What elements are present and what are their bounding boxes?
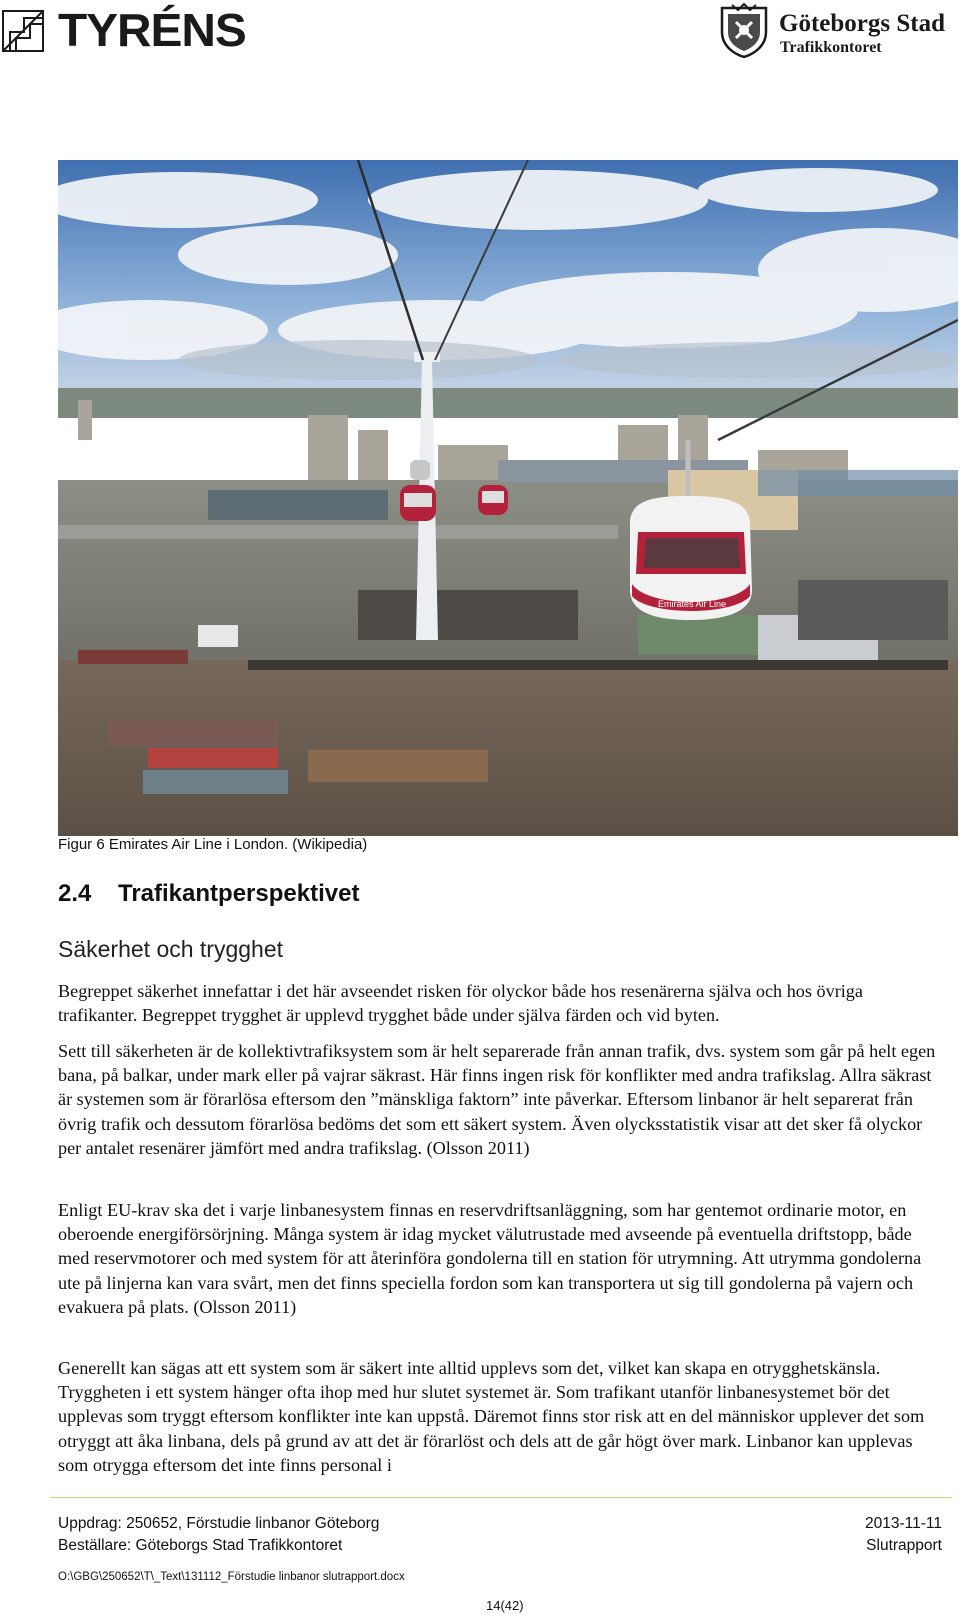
section-heading — [58, 880, 359, 908]
paragraph-text: Generellt kan sägas att ett system som är säkert inte alltid upplevs som det, vilket kan skapa en otrygghetskänsla. Tryggheten i ett system hänger ofta ihop med hur slutet systemet är. Som trafikant utanför linbanesystemet bör det upplevas som tryggt eftersom konflikter inte kan uppstå. Däremot finns stor risk att en del människor upplever det som otryggt att åka linbana, dels på grund av att det är förarlöst och dels att de går högt över mark. Linbanor kan upplevas som otrygga eftersom det inte finns personal i — [58, 1358, 925, 1475]
paragraph-text: Sett till säkerheten är de kollektivtrafiksystem som är helt separerade från annan trafik, dvs. system som går på helt egen bana, på balkar, under mark eller på vajrar säkrast. Här finns ingen risk för konflikter med andra trafikslag. Allra säkrast är systemen som är förarlösa eftersom den ”mänskliga faktorn” inte påverkar. Eftersom linbanor är helt separerat från övrig trafik och dessutom förarlösa bedöms det som ett säkert system. Även olycksstatistik visar att det sker få olyckor per antalet resenärer jämfört med andra trafikslag. (Olsson 2011) — [58, 1041, 936, 1158]
footer-divider — [50, 1497, 952, 1498]
paragraph — [58, 1198, 942, 1319]
paragraph-text: Enligt EU-krav ska det i varje linbanesystem finnas en reservdriftsanläggning, som har gentemot ordinarie motor, en oberoende energiförsörjning. Många system är idag mycket välutrustade med avseende på eventuella driftstopp, både med reservmotorer och med system för att återinföra gondolerna till en station för utrymning. Att utrymma gondolerna ute på linjerna kan vara svårt, men det finns speciella fordon som kan transportera ut sig till gondolerna på vajern och evakuera på plats. (Olsson 2011) — [58, 1200, 922, 1317]
goteborgs-stad-logo — [718, 2, 958, 60]
page-number: 14(42) — [486, 1598, 524, 1613]
paragraph — [58, 1039, 942, 1160]
department-name: Trafikkontoret — [780, 39, 882, 56]
footer-file-path: O:\GBG\250652\T\_Text\131112_Förstudie linbanor slutrapport.docx — [58, 1571, 405, 1583]
city-crest-icon — [718, 2, 770, 58]
figure-caption: Figur 6 Emirates Air Line i London. (Wikipedia) — [58, 836, 368, 853]
paragraph — [58, 979, 942, 1027]
footer-client: Beställare: Göteborgs Stad Trafikkontoret — [58, 1537, 343, 1554]
footer-date: 2013-11-11 — [865, 1515, 942, 1532]
gondola-label: Emirates Air Line — [658, 599, 727, 609]
tyrens-mark-icon — [2, 10, 44, 52]
section-number: 2.4 — [58, 880, 92, 907]
tyrens-wordmark: TYRÉNS — [58, 4, 246, 56]
city-name: Göteborgs Stad — [779, 10, 945, 37]
tyrens-logo — [2, 2, 252, 54]
footer-doc-type: Slutrapport — [866, 1537, 942, 1554]
section-title: Trafikantperspektivet — [118, 880, 360, 907]
paragraph — [58, 1356, 942, 1477]
cable-car-photo — [58, 160, 958, 836]
section-subheading: Säkerhet och trygghet — [58, 936, 284, 962]
footer-assignment: Uppdrag: 250652, Förstudie linbanor Göteborg — [58, 1515, 380, 1532]
paragraph-text: Begreppet säkerhet innefattar i det här avseendet risken för olyckor både hos resenärerna själva och hos övriga trafikanter. Begreppet trygghet är upplevd trygghet både under själva färden och vid byten. — [58, 981, 863, 1026]
